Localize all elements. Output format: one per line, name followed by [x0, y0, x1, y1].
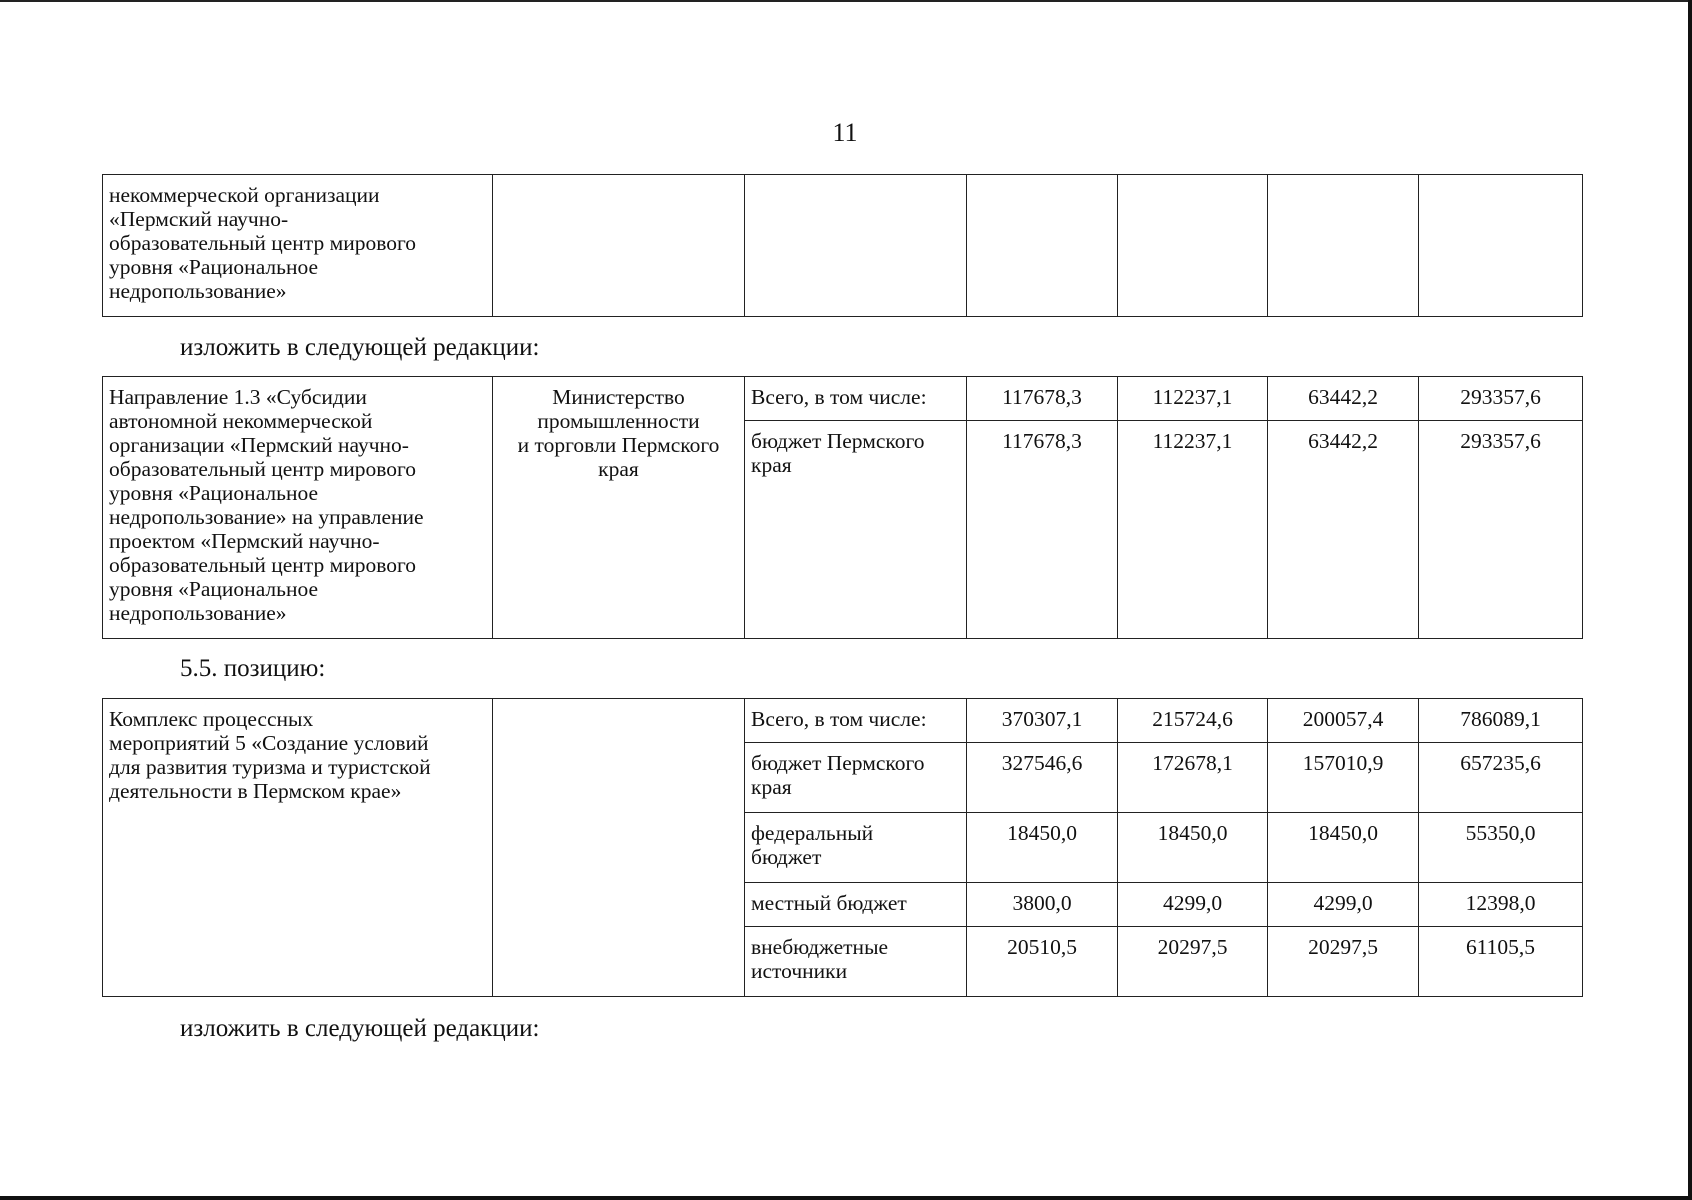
- value-cell: 117678,3: [967, 377, 1118, 421]
- value-cell: 63442,2: [1268, 421, 1419, 639]
- value-cell: 18450,0: [1118, 813, 1268, 883]
- table-row: [103, 175, 1583, 317]
- value-cell: 4299,0: [1118, 883, 1268, 927]
- table-row: [103, 699, 1583, 743]
- value-cell: 117678,3: [967, 421, 1118, 639]
- program-name-cell: Комплекс процессных мероприятий 5 «Создание условий для развития туризма и туристской деятельности в Пермском крае»: [103, 699, 493, 997]
- value-cell: 20297,5: [1268, 927, 1419, 997]
- page-bottom-edge: [0, 1196, 1692, 1200]
- source-cell: внебюджетные источники: [745, 927, 967, 997]
- section-heading: 5.5. позицию:: [180, 655, 326, 682]
- total-cell: [1419, 175, 1583, 317]
- value-cell: 112237,1: [1118, 421, 1268, 639]
- total-cell: 786089,1: [1419, 699, 1583, 743]
- value-cell: 200057,4: [1268, 699, 1419, 743]
- total-cell: 55350,0: [1419, 813, 1583, 883]
- page-number: 11: [832, 118, 858, 147]
- value-cell: 3800,0: [967, 883, 1118, 927]
- value-cell: 18450,0: [1268, 813, 1419, 883]
- value-cell: [1268, 175, 1419, 317]
- page-right-edge: [1688, 0, 1692, 1200]
- table-continuation: [102, 174, 1583, 317]
- value-cell: 327546,6: [967, 743, 1118, 813]
- total-cell: 293357,6: [1419, 421, 1583, 639]
- table-direction-1-3: [102, 376, 1583, 639]
- executor-cell: [493, 175, 745, 317]
- source-cell: [745, 175, 967, 317]
- value-cell: [967, 175, 1118, 317]
- total-cell: 61105,5: [1419, 927, 1583, 997]
- executor-cell: [493, 699, 745, 997]
- source-cell: Всего, в том числе:: [745, 699, 967, 743]
- value-cell: 172678,1: [1118, 743, 1268, 813]
- source-cell: бюджет Пермского края: [745, 743, 967, 813]
- source-cell: Всего, в том числе:: [745, 377, 967, 421]
- value-cell: 112237,1: [1118, 377, 1268, 421]
- value-cell: 18450,0: [967, 813, 1118, 883]
- source-cell: местный бюджет: [745, 883, 967, 927]
- instruction-text: изложить в следующей редакции:: [180, 1015, 540, 1042]
- source-cell: бюджет Пермского края: [745, 421, 967, 639]
- table-row: [103, 377, 1583, 421]
- total-cell: 293357,6: [1419, 377, 1583, 421]
- page-top-edge: [0, 0, 1692, 2]
- total-cell: 657235,6: [1419, 743, 1583, 813]
- value-cell: 370307,1: [967, 699, 1118, 743]
- value-cell: 20297,5: [1118, 927, 1268, 997]
- program-name-cell: некоммерческой организации «Пермский научно- образовательный центр мирового уровня «Рациональное недропользование»: [103, 175, 493, 317]
- value-cell: 4299,0: [1268, 883, 1419, 927]
- instruction-text: изложить в следующей редакции:: [180, 334, 540, 361]
- executor-cell: Министерство промышленности и торговли Пермского края: [493, 377, 745, 639]
- table-complex-5: [102, 698, 1583, 997]
- value-cell: 157010,9: [1268, 743, 1419, 813]
- program-name-cell: Направление 1.3 «Субсидии автономной некоммерческой организации «Пермский научно- образовательный центр мирового уровня «Рациональное недропользование» на управление проектом «Пермский научно- образовательный центр мирового уровня «Рациональное недропользование»: [103, 377, 493, 639]
- source-cell: федеральный бюджет: [745, 813, 967, 883]
- value-cell: 63442,2: [1268, 377, 1419, 421]
- value-cell: 215724,6: [1118, 699, 1268, 743]
- total-cell: 12398,0: [1419, 883, 1583, 927]
- value-cell: [1118, 175, 1268, 317]
- value-cell: 20510,5: [967, 927, 1118, 997]
